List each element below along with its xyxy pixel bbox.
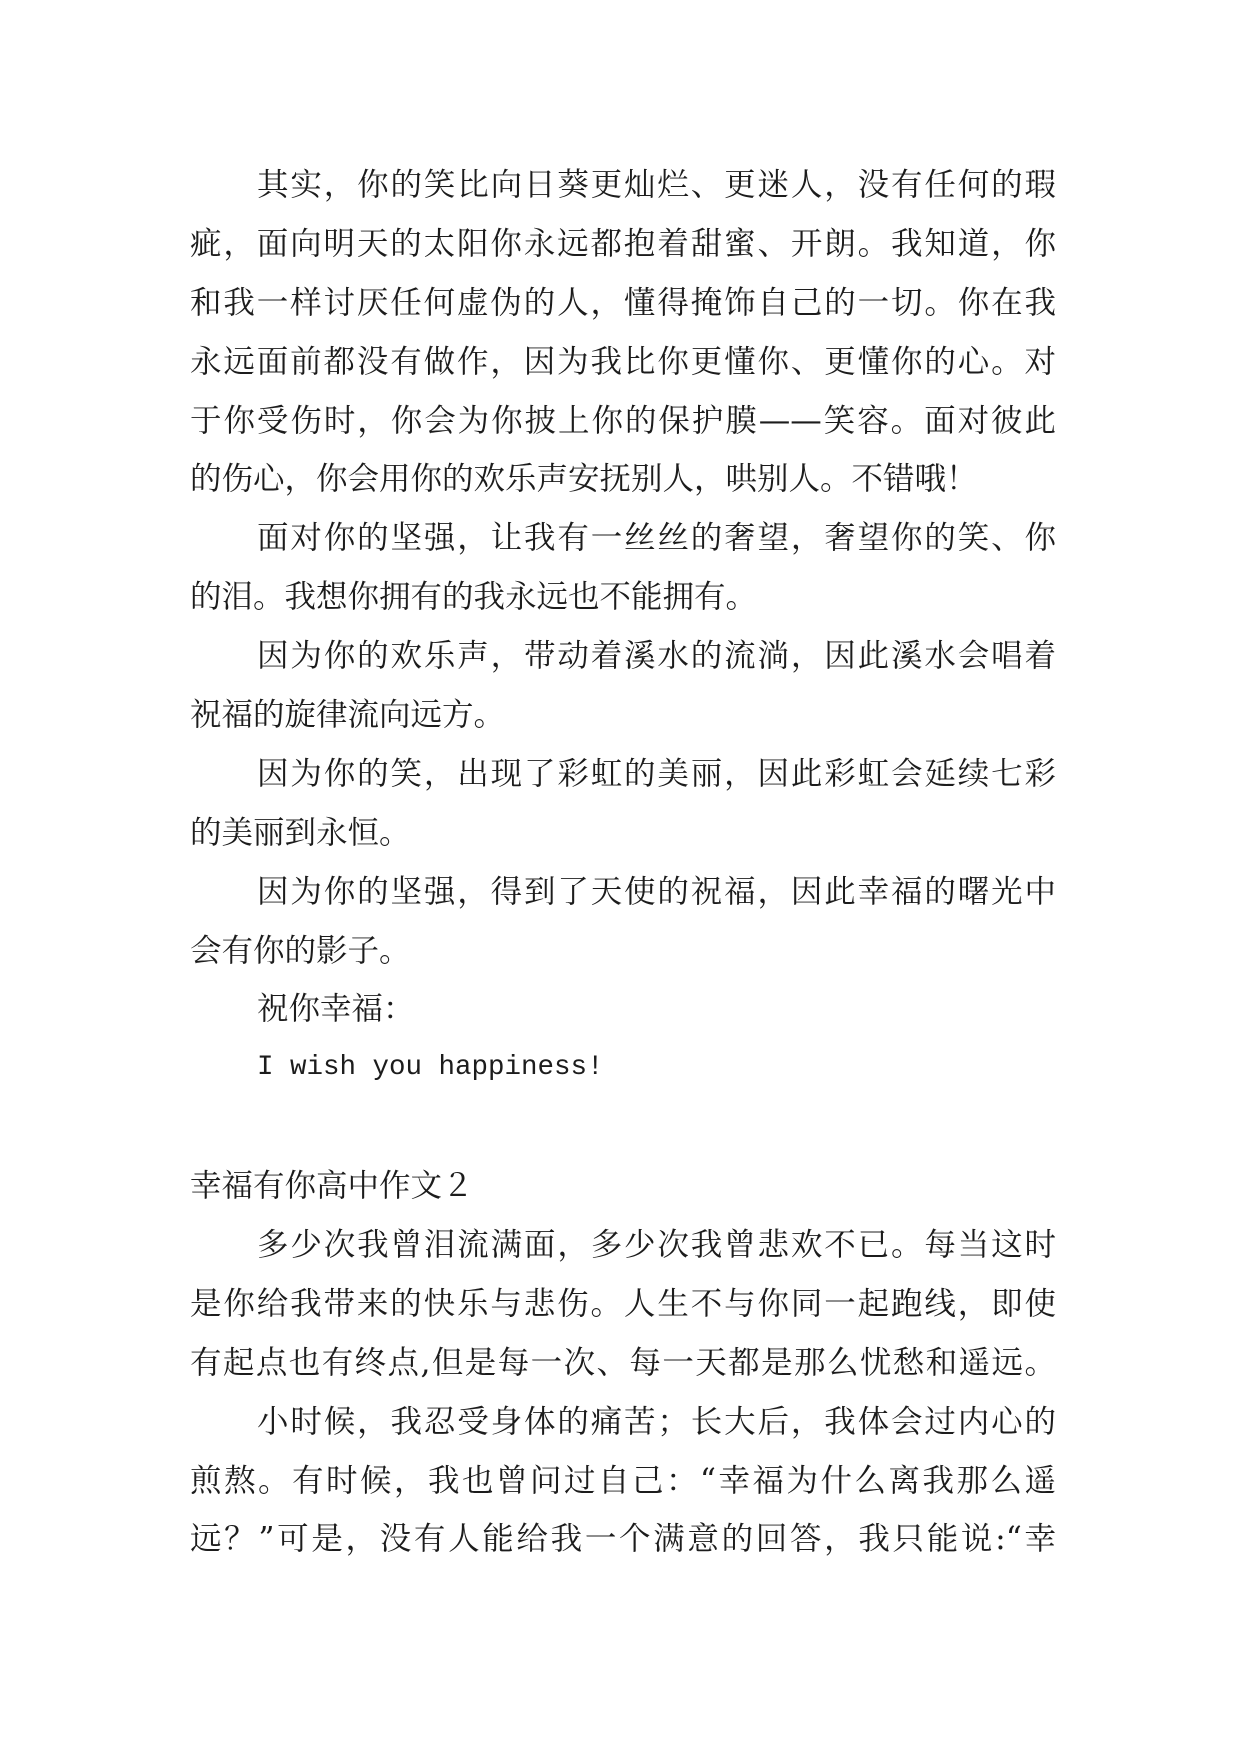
text-line: 于你受伤时，你会为你披上你的保护膜——笑容。面对彼此 <box>190 402 1056 439</box>
text-line: I wish you happiness! <box>257 1052 604 1084</box>
text-line: 会有你的影子。 <box>190 932 411 969</box>
text-line: 因为你的欢乐声，带动着溪水的流淌，因此溪水会唱着 <box>257 638 1056 675</box>
section-title: 幸福有你高中作文２ <box>190 1168 474 1205</box>
text-line: 因为你的笑，出现了彩虹的美丽，因此彩虹会延续七彩 <box>257 755 1056 792</box>
text-line: 面对你的坚强，让我有一丝丝的奢望，奢望你的笑、你 <box>257 520 1056 557</box>
paragraph <box>190 863 1056 981</box>
blank-line <box>190 1098 1056 1157</box>
text-line: 是你给我带来的快乐与悲伤。人生不与你同一起跑线，即使 <box>190 1285 1056 1322</box>
paragraph <box>190 627 1056 745</box>
paragraph <box>190 1216 1056 1393</box>
paragraph <box>190 1039 1056 1098</box>
text-line: 小时候，我忍受身体的痛苦；长大后，我体会过内心的 <box>257 1403 1056 1440</box>
text-line: 多少次我曾泪流满面，多少次我曾悲欢不已。每当这时 <box>257 1227 1056 1264</box>
text-line: 煎熬。有时候，我也曾问过自己：“幸福为什么离我那么遥 <box>190 1462 1056 1499</box>
paragraph <box>190 1393 1056 1570</box>
text-line: 祝福的旋律流向远方。 <box>190 697 506 734</box>
text-line: 有起点也有终点,但是每一次、每一天都是那么忧愁和遥远。 <box>190 1344 1056 1381</box>
text-line: 因为你的坚强，得到了天使的祝福，因此幸福的曙光中 <box>257 873 1056 910</box>
text-line: 和我一样讨厌任何虚伪的人，懂得掩饰自己的一切。你在我 <box>190 284 1056 321</box>
document-page <box>190 156 1056 1569</box>
text-line: 疵，面向明天的太阳你永远都抱着甜蜜、开朗。我知道，你 <box>190 225 1056 262</box>
paragraph <box>190 745 1056 863</box>
text-line: 其实，你的笑比向日葵更灿烂、更迷人，没有任何的瑕 <box>257 167 1056 203</box>
paragraph <box>190 156 1056 509</box>
text-line: 的美丽到永恒。 <box>190 814 411 851</box>
text-line: 祝你幸福： <box>257 991 415 1028</box>
text-line: 远？”可是，没有人能给我一个满意的回答，我只能说:“幸 <box>190 1521 1056 1558</box>
text-line: 的伤心，你会用你的欢乐声安抚别人，哄别人。不错哦！ <box>190 461 978 498</box>
paragraph <box>190 509 1056 627</box>
paragraph <box>190 980 1056 1039</box>
text-line: 永远面前都没有做作，因为我比你更懂你、更懂你的心。对 <box>190 343 1056 380</box>
text-line: 的泪。我想你拥有的我永远也不能拥有。 <box>190 579 758 616</box>
